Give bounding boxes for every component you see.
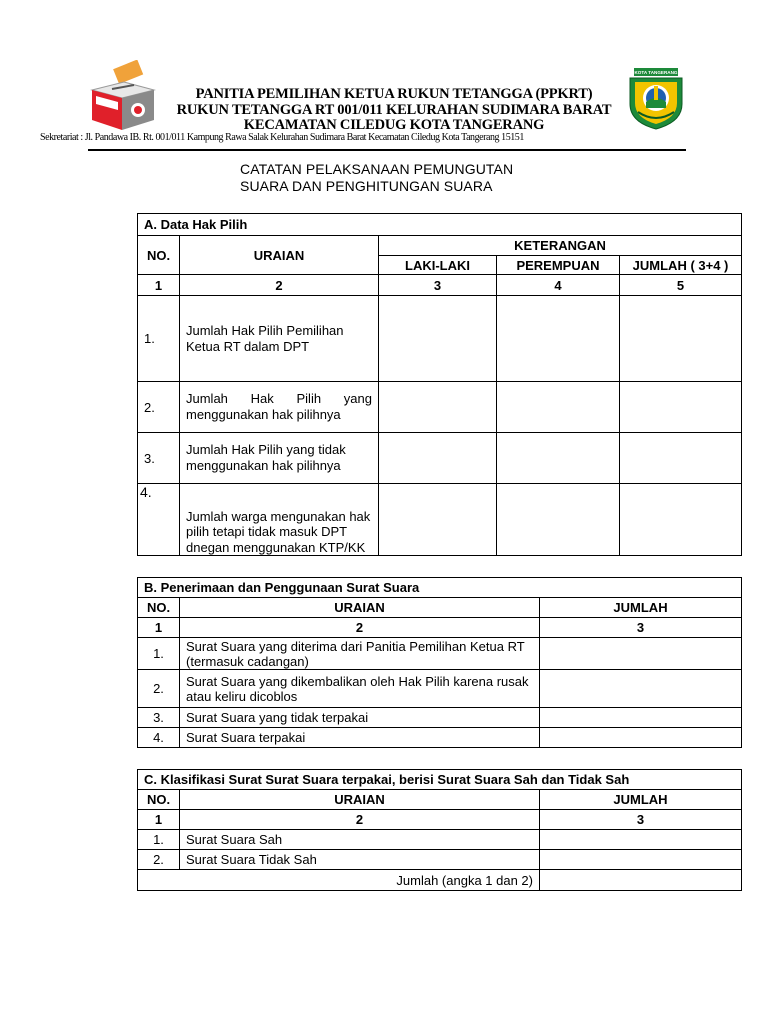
row-description: Jumlah Hak Pilih yang tidak menggunakan hak pilihnya <box>180 433 379 484</box>
table-a-header-no: NO. <box>138 236 180 275</box>
table-a-header-jumlah: JUMLAH ( 3+4 ) <box>620 256 742 275</box>
table-a-colnum: 3 <box>379 275 497 296</box>
perempuan-cell[interactable] <box>497 382 620 433</box>
row-number: 3. <box>138 433 180 484</box>
row-description: Surat Suara Tidak Sah <box>180 850 540 870</box>
row-description: Jumlah warga mengunakan hak pilih tetapi tidak masuk DPT dnegan menggunakan KTP/KK <box>180 484 379 556</box>
total-jumlah-cell[interactable] <box>540 870 742 891</box>
table-c-header-jumlah: JUMLAH <box>540 790 742 810</box>
table-c-header-no: NO. <box>138 790 180 810</box>
emblem-text: KOTA TANGERANG <box>634 70 678 76</box>
table-row <box>138 728 742 748</box>
table-b-title: B. Penerimaan dan Penggunaan Surat Suara <box>138 578 742 598</box>
table-a-colnum: 2 <box>180 275 379 296</box>
table-a-header-uraian: URAIAN <box>180 236 379 275</box>
table-row <box>138 708 742 728</box>
row-description: Surat Suara yang dikembalikan oleh Hak Pilih karena rusak atau keliru dicoblos <box>180 670 540 708</box>
jumlah-cell[interactable] <box>620 382 742 433</box>
jumlah-cell[interactable] <box>540 830 742 850</box>
table-c-colnum: 3 <box>540 810 742 830</box>
perempuan-cell[interactable] <box>497 484 620 556</box>
table-b-header-uraian: URAIAN <box>180 598 540 618</box>
table-c-colnum: 1 <box>138 810 180 830</box>
jumlah-cell[interactable] <box>540 638 742 670</box>
ballot-box-logo-icon <box>88 60 160 132</box>
table-row <box>138 382 742 433</box>
table-a-header-laki: LAKI-LAKI <box>379 256 497 275</box>
table-row <box>138 638 742 670</box>
row-number: 3. <box>138 708 180 728</box>
table-a-header-perempuan: PEREMPUAN <box>497 256 620 275</box>
table-total-row <box>138 870 742 891</box>
table-a-title: A. Data Hak Pilih <box>138 214 742 236</box>
laki-laki-cell[interactable] <box>379 296 497 382</box>
table-b-header-jumlah: JUMLAH <box>540 598 742 618</box>
letterhead-title <box>168 87 620 134</box>
perempuan-cell[interactable] <box>497 433 620 484</box>
table-c-header-uraian: URAIAN <box>180 790 540 810</box>
table-c-title: C. Klasifikasi Surat Surat Suara terpakai, berisi Surat Suara Sah dan Tidak Sah <box>138 770 742 790</box>
perempuan-cell[interactable] <box>497 296 620 382</box>
jumlah-cell[interactable] <box>620 296 742 382</box>
document-title-line-1: CATATAN PELAKSANAAN PEMUNGUTAN <box>240 161 514 177</box>
table-row <box>138 850 742 870</box>
table-b-surat-suara <box>137 577 742 748</box>
row-description: Surat Suara Sah <box>180 830 540 850</box>
row-number: 2. <box>138 670 180 708</box>
laki-laki-cell[interactable] <box>379 484 497 556</box>
row-number: 4. <box>138 484 180 556</box>
jumlah-cell[interactable] <box>540 670 742 708</box>
row-number: 1. <box>138 830 180 850</box>
secretariat-address: Sekretariat : Jl. Pandawa IB. Rt. 001/011 Kampung Rawa Salak Kelurahan Sudimara Barat Kecamatan Ciledug Kota Tangerang 15151 <box>40 132 524 143</box>
table-a-data-hak-pilih <box>137 213 742 556</box>
document-title <box>240 161 513 195</box>
total-label: Jumlah (angka 1 dan 2) <box>138 870 540 891</box>
row-number: 2. <box>138 382 180 433</box>
document-title-line-2: SUARA DAN PENGHITUNGAN SUARA <box>240 178 493 194</box>
jumlah-cell[interactable] <box>620 484 742 556</box>
table-a-colnum: 1 <box>138 275 180 296</box>
row-number: 2. <box>138 850 180 870</box>
row-description: Jumlah Hak Pilih Pemilihan Ketua RT dalam DPT <box>180 296 379 382</box>
row-description: Surat Suara yang diterima dari Panitia Pemilihan Ketua RT (termasuk cadangan) <box>180 638 540 670</box>
table-row <box>138 484 742 556</box>
table-c-klasifikasi <box>137 769 742 891</box>
row-number: 1. <box>138 296 180 382</box>
table-b-colnum: 2 <box>180 618 540 638</box>
row-number: 1. <box>138 638 180 670</box>
header-divider <box>88 149 686 151</box>
row-description: Surat Suara yang tidak terpakai <box>180 708 540 728</box>
row-number: 4. <box>138 728 180 748</box>
header-line-2: RUKUN TETANGGA RT 001/011 KELURAHAN SUDIMARA BARAT <box>176 101 612 118</box>
table-b-colnum: 3 <box>540 618 742 638</box>
kota-tangerang-emblem-icon <box>626 68 686 130</box>
header-line-1: PANITIA PEMILIHAN KETUA RUKUN TETANGGA (PPKRT) <box>195 86 593 102</box>
laki-laki-cell[interactable] <box>379 433 497 484</box>
jumlah-cell[interactable] <box>540 850 742 870</box>
row-description: Surat Suara terpakai <box>180 728 540 748</box>
table-c-colnum: 2 <box>180 810 540 830</box>
jumlah-cell[interactable] <box>620 433 742 484</box>
table-a-header-keterangan: KETERANGAN <box>379 236 742 256</box>
row-description: Jumlah Hak Pilih yang menggunakan hak pilihnya <box>180 382 379 433</box>
table-a-colnum: 4 <box>497 275 620 296</box>
jumlah-cell[interactable] <box>540 708 742 728</box>
table-row <box>138 433 742 484</box>
table-row <box>138 670 742 708</box>
laki-laki-cell[interactable] <box>379 382 497 433</box>
header-line-3: KECAMATAN CILEDUG KOTA TANGERANG <box>243 117 545 133</box>
table-row <box>138 830 742 850</box>
table-b-colnum: 1 <box>138 618 180 638</box>
jumlah-cell[interactable] <box>540 728 742 748</box>
table-b-header-no: NO. <box>138 598 180 618</box>
table-row <box>138 296 742 382</box>
table-a-colnum: 5 <box>620 275 742 296</box>
